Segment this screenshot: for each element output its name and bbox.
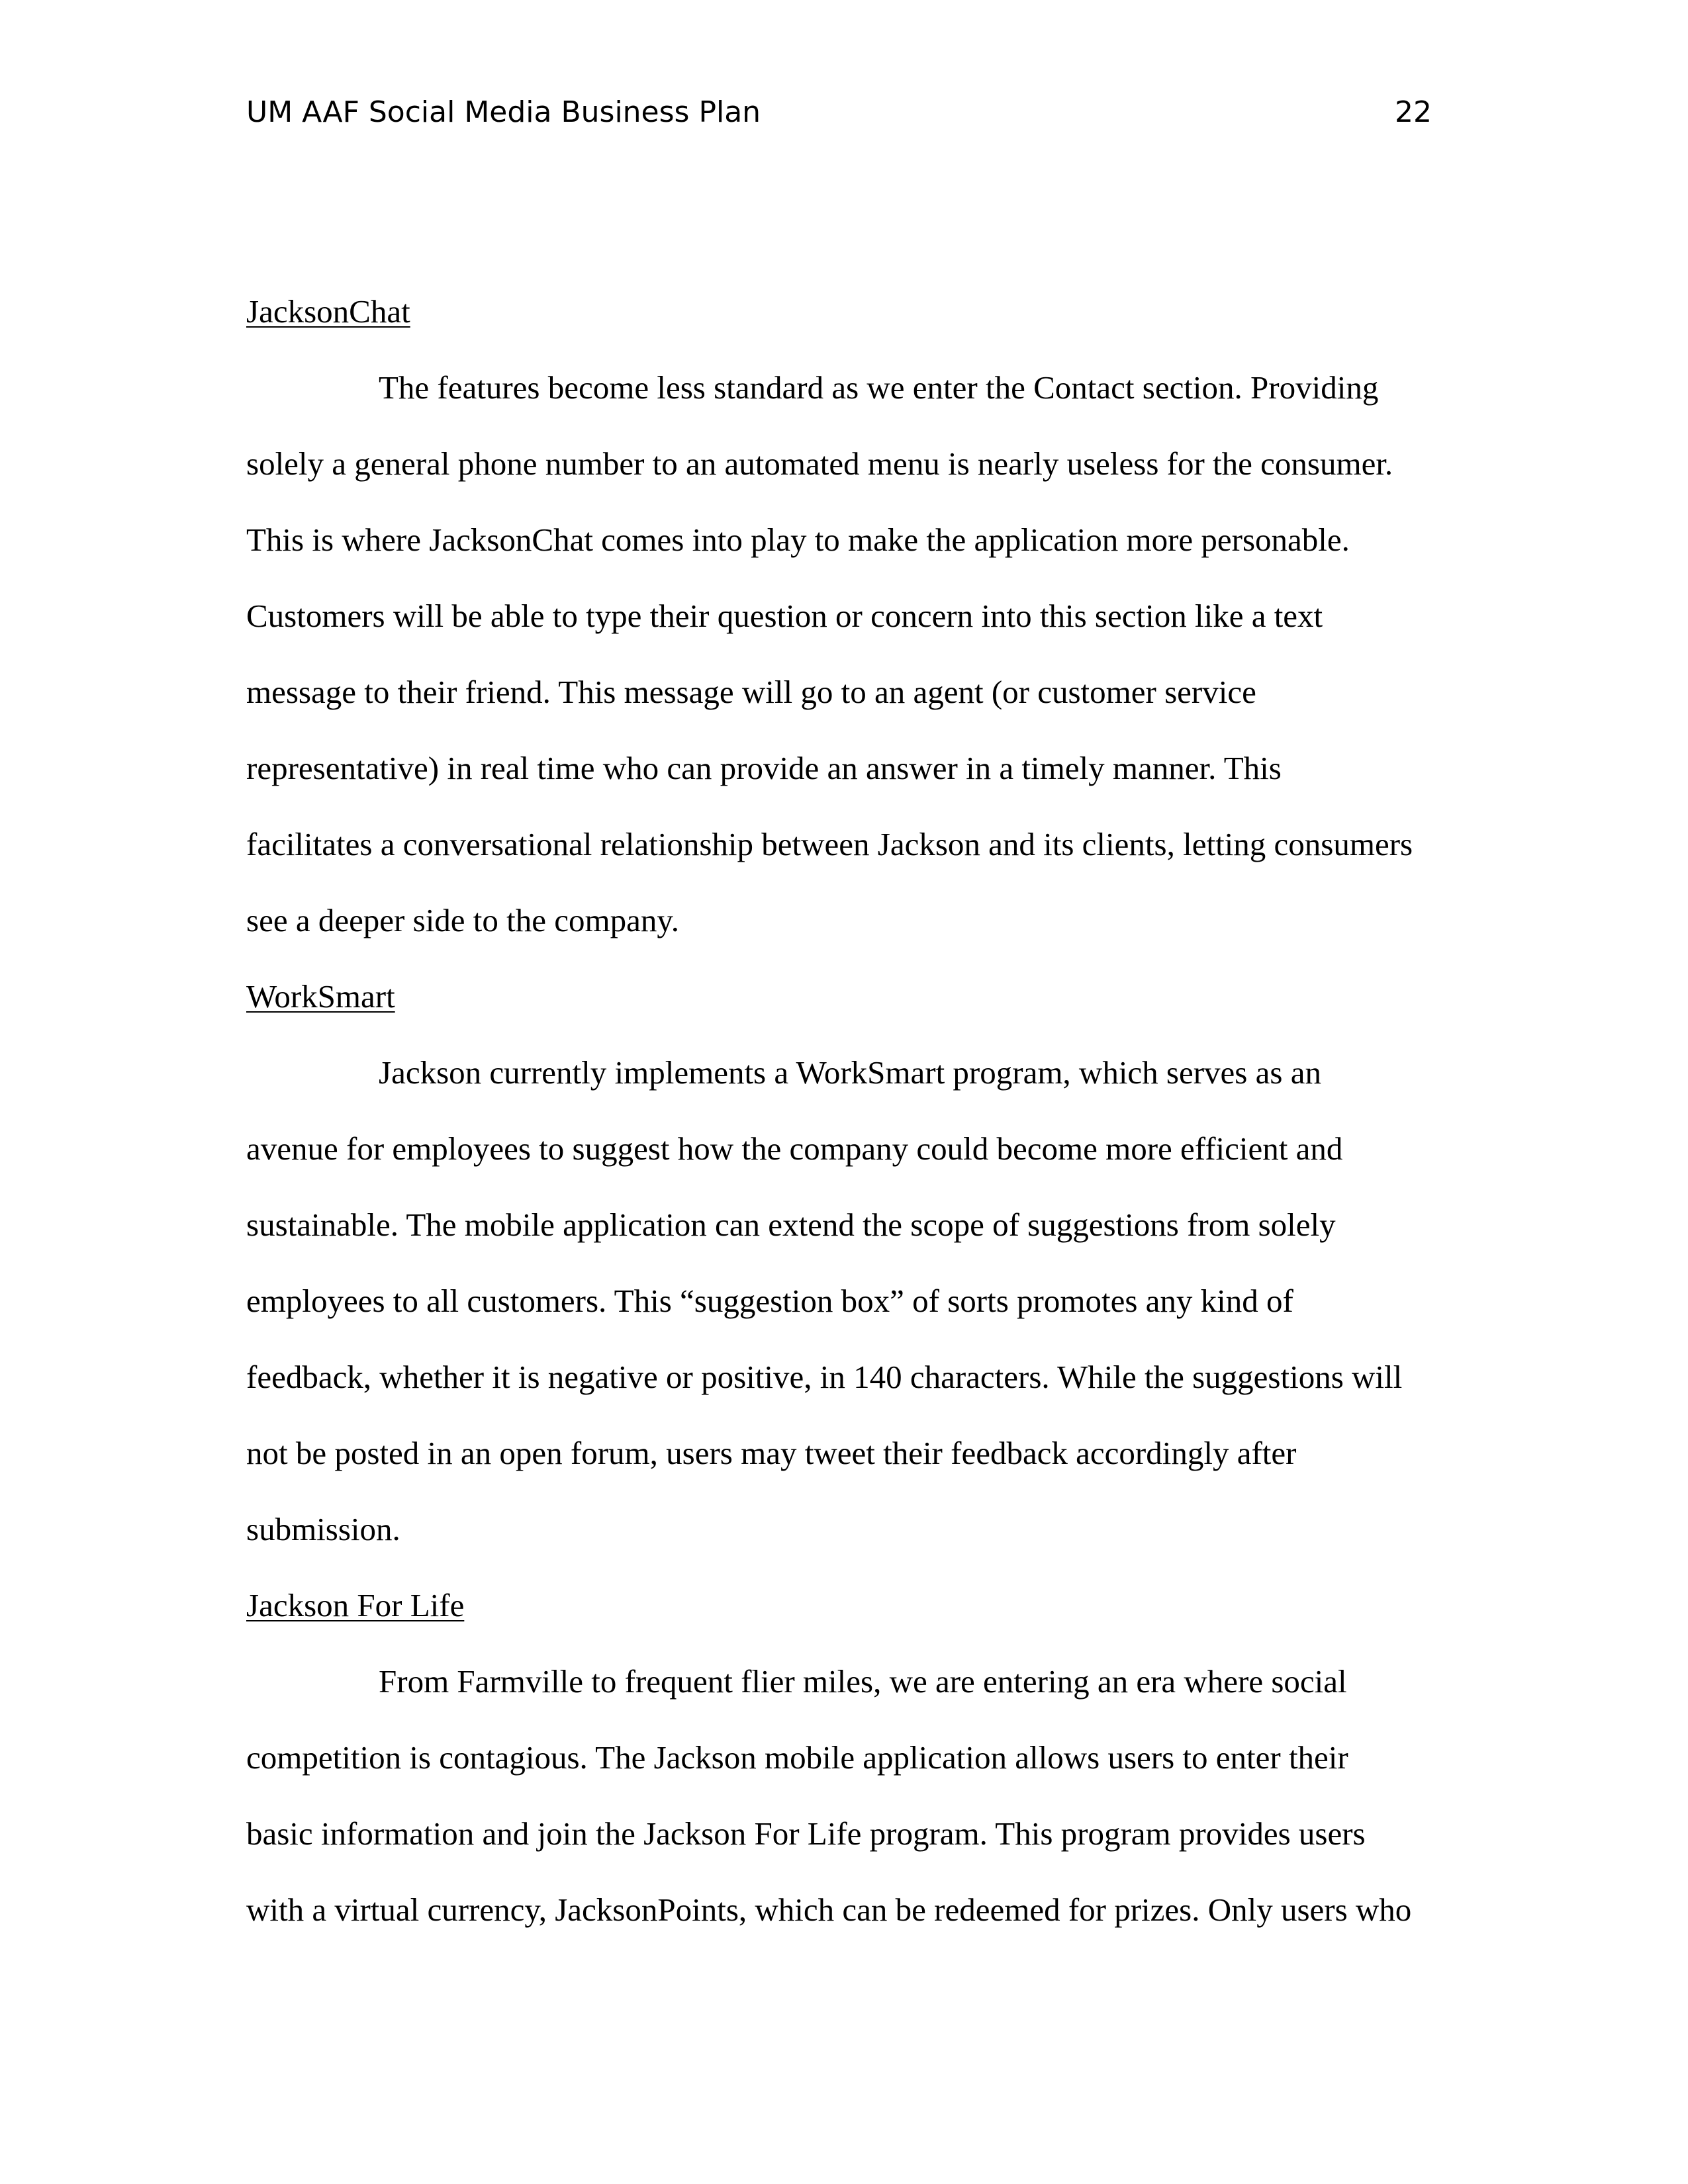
paragraph xyxy=(246,1643,1442,1948)
paragraph-line: not be posted in an open forum, users may tweet their feedback accordingly after xyxy=(246,1435,1297,1471)
section-heading: Jackson For Life xyxy=(246,1587,465,1623)
paragraph-line: message to their friend. This message will go to an agent (or customer service xyxy=(246,674,1256,710)
paragraph-line: with a virtual currency, JacksonPoints, which can be redeemed for prizes. Only users who xyxy=(246,1891,1412,1928)
document-body xyxy=(246,273,1442,1948)
paragraph-line: sustainable. The mobile application can extend the scope of suggestions from solely xyxy=(246,1206,1336,1243)
paragraph-line: This is where JacksonChat comes into play to make the application more personable. xyxy=(246,522,1350,558)
paragraph-line: From Farmville to frequent flier miles, we are entering an era where social xyxy=(379,1663,1347,1700)
page-number: 22 xyxy=(1395,95,1432,129)
paragraph-line: representative) in real time who can provide an answer in a timely manner. This xyxy=(246,750,1282,786)
paragraph-line: solely a general phone number to an automated menu is nearly useless for the consumer. xyxy=(246,445,1393,482)
paragraph-line: competition is contagious. The Jackson mobile application allows users to enter their xyxy=(246,1739,1348,1776)
section-heading: WorkSmart xyxy=(246,978,395,1015)
paragraph-line: feedback, whether it is negative or positive, in 140 characters. While the suggestions will xyxy=(246,1359,1403,1395)
section-jackson-for-life xyxy=(246,1567,1442,1948)
section-worksmart xyxy=(246,958,1442,1567)
paragraph-line: facilitates a conversational relationship between Jackson and its clients, letting consumers xyxy=(246,826,1413,862)
paragraph xyxy=(246,1034,1442,1567)
paragraph-line: Customers will be able to type their question or concern into this section like a text xyxy=(246,598,1323,634)
section-heading: JacksonChat xyxy=(246,293,410,330)
paragraph xyxy=(246,349,1442,958)
paragraph-line: basic information and join the Jackson For Life program. This program provides users xyxy=(246,1815,1366,1852)
paragraph-line: submission. xyxy=(246,1511,400,1547)
paragraph-line: Jackson currently implements a WorkSmart program, which serves as an xyxy=(379,1054,1321,1091)
running-head: UM AAF Social Media Business Plan xyxy=(246,95,761,129)
paragraph-line: avenue for employees to suggest how the company could become more efficient and xyxy=(246,1130,1343,1167)
paragraph-line: The features become less standard as we enter the Contact section. Providing xyxy=(379,369,1379,406)
paragraph-line: see a deeper side to the company. xyxy=(246,902,679,938)
paragraph-line: employees to all customers. This “suggestion box” of sorts promotes any kind of xyxy=(246,1283,1293,1319)
section-jacksonchat xyxy=(246,273,1442,958)
